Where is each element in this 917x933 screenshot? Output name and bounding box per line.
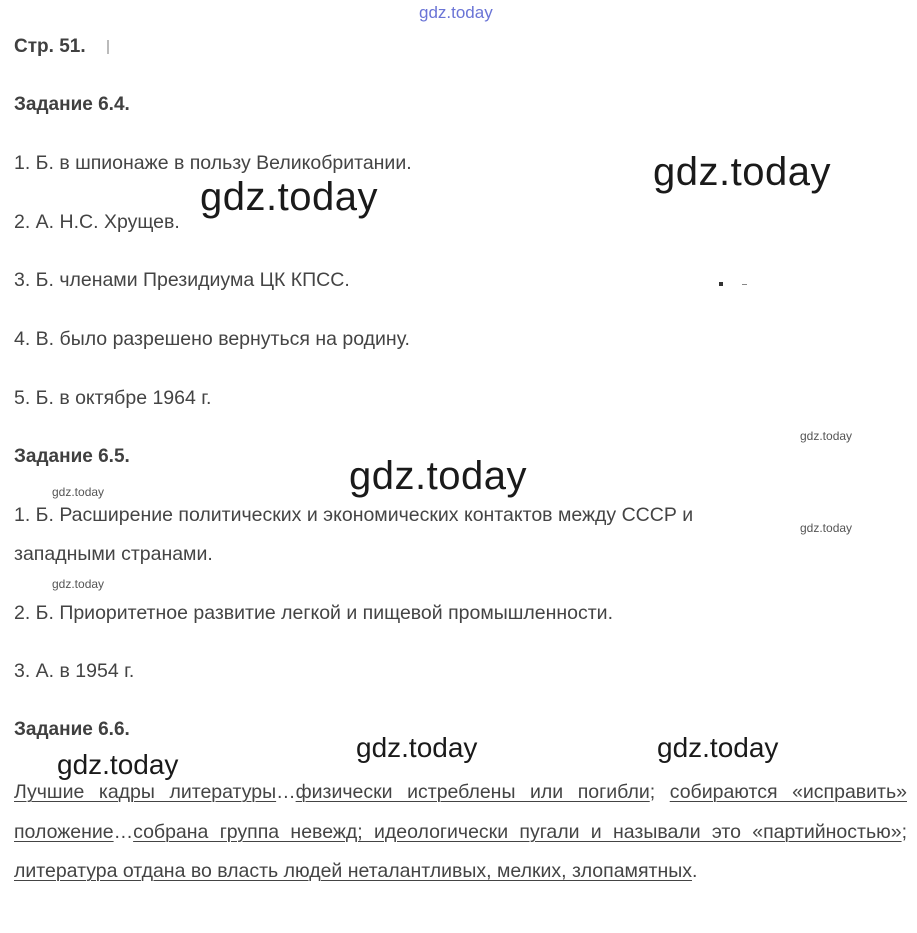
watermark-large: gdz.today: [653, 150, 831, 194]
answer-line: 3. Б. членами Президиума ЦК КПСС.: [14, 269, 350, 291]
underlined-phrase: физически истреблены или погибли: [295, 781, 650, 803]
underlined-phrase: Лучшие кадры литературы: [14, 781, 277, 803]
watermark-small: gdz.today: [52, 577, 105, 591]
answer-line: 1. Б. Расширение политических и экономических контактов между СССР и: [14, 504, 694, 526]
watermark-small: gdz.today: [800, 429, 853, 443]
watermark-large: gdz.today: [349, 454, 527, 498]
text-fragment: ;: [901, 820, 907, 843]
watermark-medium: gdz.today: [356, 732, 478, 763]
answer-line: 3. А. в 1954 г.: [14, 660, 135, 682]
watermark-medium: gdz.today: [57, 749, 179, 780]
answer-line: 1. Б. в шпионаже в пользу Великобритании.: [14, 152, 412, 174]
stray-mark: [719, 282, 723, 286]
stray-mark: [107, 40, 109, 54]
text-fragment: ;: [649, 781, 670, 803]
underlined-phrase: собрана группа невежд; идеологически пугали и называли это «партийностью»: [133, 820, 902, 843]
task-title: Задание 6.6.: [14, 719, 130, 740]
answer-line: 4. В. было разрешено вернуться на родину.: [14, 328, 410, 350]
task-title: Задание 6.5.: [14, 446, 130, 467]
answer-line: 5. Б. в октябре 1964 г.: [14, 387, 212, 409]
answer-line: западными странами.: [14, 543, 213, 565]
answer-line: 2. Б. Приоритетное развитие легкой и пищевой промышленности.: [14, 602, 613, 624]
text-fragment: …: [276, 781, 296, 803]
underlined-phrase: собираются «исправить» положение: [14, 781, 907, 843]
underlined-phrase: литература отдана во власть людей неталантливых, мелких, злопамятных: [14, 860, 692, 882]
answer-paragraph: [14, 773, 907, 892]
watermark-medium: gdz.today: [657, 732, 779, 763]
watermark-small: gdz.today: [52, 485, 105, 499]
watermark-small: gdz.today: [800, 521, 853, 535]
text-fragment: .: [691, 860, 698, 882]
watermark-large: gdz.today: [200, 175, 378, 219]
text-fragment: …: [113, 820, 134, 843]
answer-line: 2. А. Н.С. Хрущев.: [14, 211, 180, 233]
task-title: Задание 6.4.: [14, 94, 130, 115]
page-reference: Стр. 51.: [14, 36, 86, 57]
stray-mark: [742, 284, 747, 285]
watermark-top: gdz.today: [419, 3, 493, 22]
